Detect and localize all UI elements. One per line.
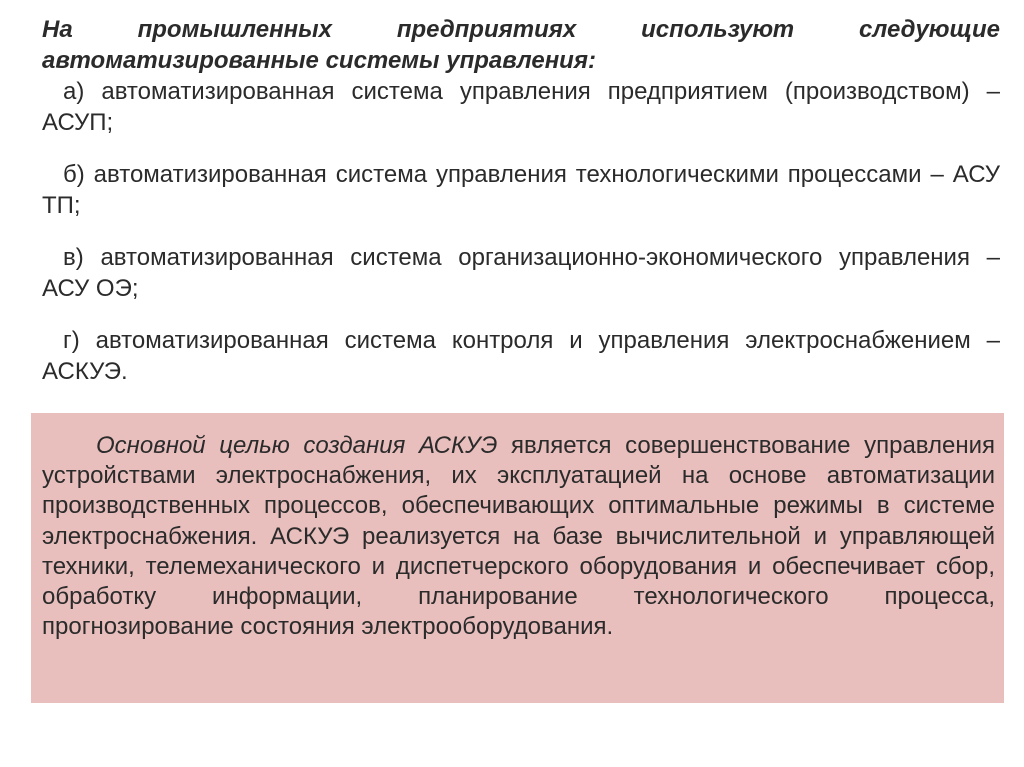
- intro-line-2: автоматизированные системы управления:: [42, 47, 596, 74]
- list-item-b: б) автоматизированная система управления технологическими процессами – АСУ ТП;: [42, 161, 1000, 219]
- intro-line-1: На промышленных предприятиях используют следующие: [42, 16, 1000, 43]
- list-item-a: а) автоматизированная система управления предприятием (производством) – АСУП;: [42, 78, 1000, 136]
- intro-heading: [42, 14, 1000, 76]
- askue-goal-box: [31, 413, 1004, 703]
- askue-goal-paragraph: [42, 431, 995, 642]
- systems-list-section: [42, 14, 1000, 408]
- askue-goal-emphasis: Основной целью создания АСКУЭ: [96, 432, 498, 459]
- askue-goal-body: является совершенствование управления устройствами электроснабжения, их эксплуатацией на основе автоматизации производственных процессов, обеспечивающих оптимальные режимы в системе электроснабжения. АСКУЭ реализуется на базе вычислительной и управляющей техники, телемеханического и диспетчерского оборудования и обеспечивает сбор, обработку информации, планирование технологического процесса, прогнозирование состояния электрооборудования.: [42, 432, 995, 641]
- list-item-c: в) автоматизированная система организационно-экономического управления – АСУ ОЭ;: [42, 244, 1000, 302]
- list-item-d: г) автоматизированная система контроля и управления электроснабжением – АСКУЭ.: [42, 327, 1000, 385]
